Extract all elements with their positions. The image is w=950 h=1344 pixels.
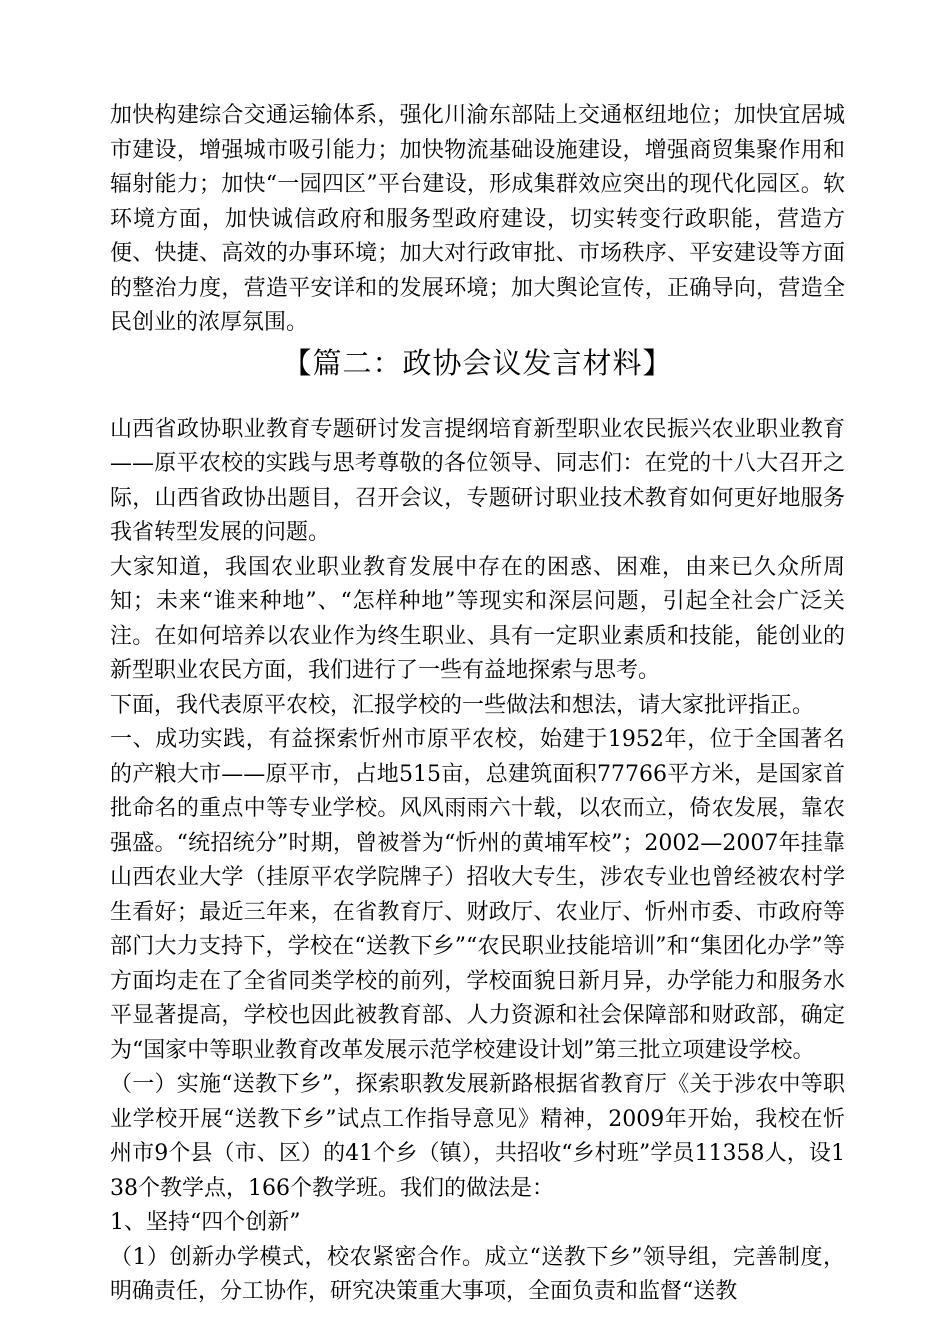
document-body [110,99,845,1310]
body-paragraph: 大家知道，我国农业职业教育发展中存在的困惑、困难，由来已久众所周知；未来“谁来种地”、“怎样种地”等现实和深层问题，引起全社会广泛关注。在如何培养以农业作为终生职业、具有一定职业素质和技能，能创业的新型职业农民方面，我们进行了一些有益地探索与思考。 [110,554,845,683]
intro-paragraph: 加快构建综合交通运输体系，强化川渝东部陆上交通枢纽地位；加快宜居城市建设，增强城市吸引能力；加快物流基础设施建设，增强商贸集聚作用和辐射能力；加快“一园四区”平台建设，形成集群效应突出的现代化园区。软环境方面，加快诚信政府和服务型政府建设，切实转变行政职能，营造方便、快捷、高效的办事环境；加大对行政审批、市场秩序、平安建设等方面的整治力度，营造平安详和的发展环境；加大舆论宣传，正确导向，营造全民创业的浓厚氛围。 [110,103,845,335]
body-paragraph: （一）实施“送教下乡”，探索职教发展新路根据省教育厅《关于涉农中等职业学校开展“送教下乡”试点工作指导意见》精神，2009年开始，我校在忻州市9个县（市、区）的41个乡（镇），共招收“乡村班”学员11358人，设138个教学点，166个教学班。我们的做法是： [110,1072,845,1201]
body-paragraph: 一、成功实践，有益探索忻州市原平农校，始建于1952年，位于全国著名的产粮大市——原平市，占地515亩，总建筑面积77766平方米，是国家首批命名的重点中等专业学校。风风雨雨六十载，以农而立，倚农发展，靠农强盛。“统招统分”时期，曾被誉为“忻州的黄埔军校”；2002—2007年挂靠山西农业大学（挂原平农学院牌子）招收大专生，涉农专业也曾经被农村学生看好；最近三年来，在省教育厅、财政厅、农业厅、忻州市委、市政府等部门大力支持下，学校在“送教下乡”“农民职业技能培训”和“集团化办学”等方面均走在了全省同类学校的前列，学校面貌日新月异，办学能力和服务水平显著提高，学校也因此被教育部、人力资源和社会保障部和财政部，确定为“国家中等职业教育改革发展示范学校建设计划”第三批立项建设学校。 [110,727,845,1063]
body-paragraph: 1、坚持“四个创新” [110,1210,301,1235]
body-paragraph: （1）创新办学模式，校农紧密合作。成立“送教下乡”领导组，完善制度，明确责任，分工协作，研究决策重大事项，全面负责和监督“送教 [110,1244,845,1304]
body-paragraph: 山西省政协职业教育专题研讨发言提纲培育新型职业农民振兴农业职业教育——原平农校的实践与思考尊敬的各位领导、同志们：在党的十八大召开之际，山西省政协出题目，召开会议，专题研讨职业技术教育如何更好地服务我省转型发展的问题。 [110,416,845,545]
body-paragraph: 下面，我代表原平农校，汇报学校的一些做法和想法，请大家批评指正。 [110,692,815,718]
section-heading: 【篇二：政协会议发言材料】 [282,345,673,380]
